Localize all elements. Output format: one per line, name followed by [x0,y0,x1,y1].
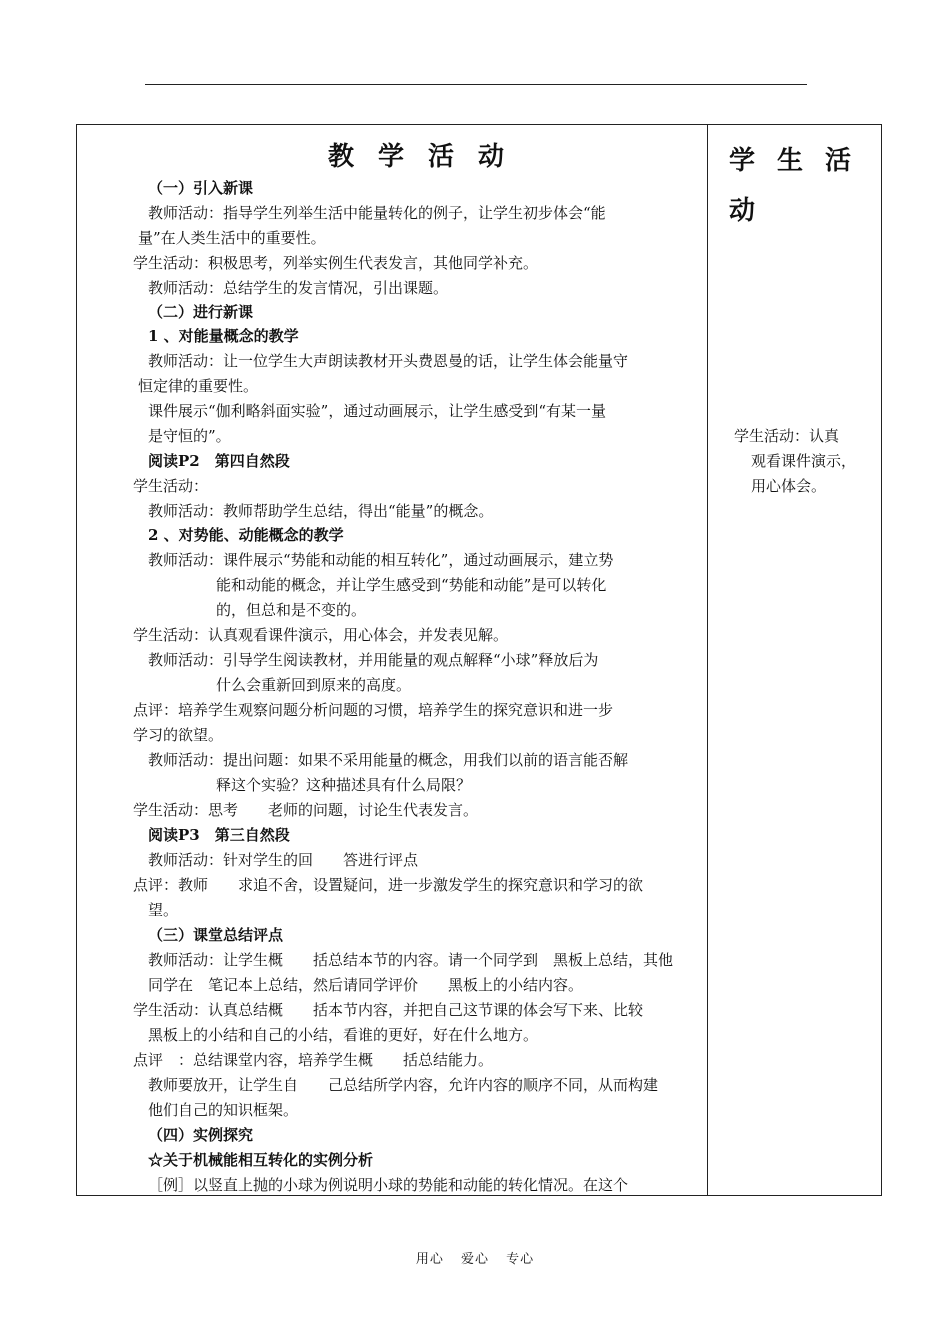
teaching-text-line: 黑板上的小结和自己的小结，看谁的更好，好在什么地方。 [148,1026,539,1044]
teaching-text-line: 教师活动：引导学生阅读教材，并用能量的观点解释“小球”释放后为 [148,651,599,669]
header-rule [145,84,807,85]
teaching-text-line: 释这个实验？这种描述具有什么局限？ [216,776,472,794]
teaching-text-line: 他们自己的知识框架。 [148,1101,299,1119]
column-divider [707,124,708,1196]
teaching-text-line: 望。 [148,901,179,919]
teaching-text-line: 学生活动：思考 老师的问题，讨论生代表发言。 [133,801,479,819]
teaching-text-line: 2 、对势能、动能概念的教学 [148,526,344,544]
teaching-text-line: （一）引入新课 [148,179,254,197]
teaching-text-line: 学生活动：积极思考，列举实例生代表发言，其他同学补充。 [133,254,539,272]
teaching-text-line: 课件展示“伽利略斜面实验”，通过动画展示，让学生感受到“有某一量 [148,402,607,420]
teaching-text-line: 是守恒的”。 [148,427,231,445]
teaching-text-line: ［例］以竖直上抛的小球为例说明小球的势能和动能的转化情况。在这个 [148,1176,629,1194]
teaching-text-line: （三）课堂总结评点 [148,926,284,944]
teaching-text-line: 的，但总和是不变的。 [216,601,367,619]
teaching-text-line: （四）实例探究 [148,1126,254,1144]
student-text-line: 观看课件演示， [751,452,857,470]
teaching-text-line: 教师活动：针对学生的回 答进行评点 [148,851,419,869]
teaching-text-line: 点评 ：总结课堂内容，培养学生概 括总结能力。 [133,1051,494,1069]
teaching-text-line: 同学在 笔记本上总结，然后请同学评价 黑板上的小结内容。 [148,976,584,994]
teaching-text-line: ☆关于机械能相互转化的实例分析 [148,1151,374,1169]
teaching-text-line: 教师活动：教师帮助学生总结，得出“能量”的概念。 [148,502,494,520]
student-text-line: 学生活动：认真 [734,427,840,445]
teaching-text-line: 量”在人类生活中的重要性。 [138,229,326,247]
teaching-text-line: 点评：培养学生观察问题分析问题的习惯，培养学生的探究意识和进一步 [133,701,614,719]
teaching-text-line: （二）进行新课 [148,303,254,321]
page-footer: 用心 爱心 专心 [415,1252,535,1267]
teaching-text-line: 点评：教师 求追不舍，设置疑问，进一步激发学生的探究意识和学习的欲 [133,876,644,894]
teaching-text-line: 学生活动： [133,477,209,495]
teaching-text-line: 教师活动：让学生概 括总结本节的内容。请一个同学到 黑板上总结，其他 [148,951,674,969]
teaching-text-line: 阅读P3 第三自然段 [148,826,290,844]
teaching-text-line: 教师活动：总结学生的发言情况，引出课题。 [148,279,449,297]
teaching-text-line: 教师活动：课件展示“势能和动能的相互转化”，通过动画展示，建立势 [148,551,614,569]
student-text-line: 用心体会。 [751,477,827,495]
teaching-text-line: 能和动能的概念，并让学生感受到“势能和动能”是可以转化 [216,576,607,594]
teaching-text-line: 学习的欲望。 [133,726,224,744]
teaching-text-line: 教师活动：指导学生列举生活中能量转化的例子，让学生初步体会“能 [148,204,606,222]
teaching-text-line: 什么会重新回到原来的高度。 [216,676,412,694]
teaching-activity-heading: 教学活动 [328,142,529,172]
teaching-text-line: 1 、对能量概念的教学 [148,327,299,345]
teaching-text-line: 恒定律的重要性。 [138,377,259,395]
teaching-text-line: 教师活动：让一位学生大声朗读教材开头费恩曼的话，让学生体会能量守 [148,352,629,370]
teaching-text-line: 教师活动：提出问题：如果不采用能量的概念，用我们以前的语言能否解 [148,751,629,769]
teaching-text-line: 学生活动：认真总结概 括本节内容，并把自己这节课的体会写下来、比较 [133,1001,644,1019]
teaching-text-line: 阅读P2 第四自然段 [148,452,290,470]
teaching-text-line: 教师要放开，让学生自 己总结所学内容，允许内容的顺序不同，从而构建 [148,1076,659,1094]
student-activity-heading: 学生活动 [729,146,874,226]
teaching-text-line: 学生活动：认真观看课件演示，用心体会，并发表见解。 [133,626,509,644]
